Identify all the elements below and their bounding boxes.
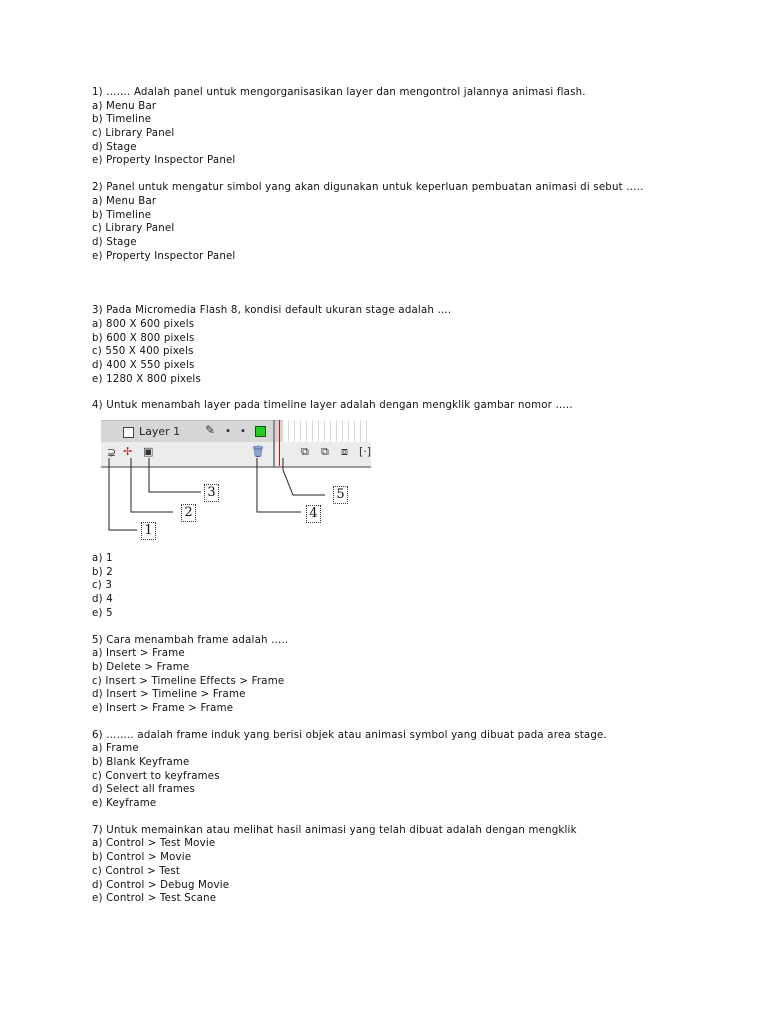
- trash-icon: 🗑: [251, 445, 265, 459]
- option: d) Insert > Timeline > Frame: [92, 689, 246, 701]
- option: b) Timeline: [92, 209, 152, 221]
- question-text: 7) Untuk memainkan atau melihat hasil animasi yang telah dibuat adalah dengan mengklik: [92, 824, 577, 836]
- option: e) Property Inspector Panel: [92, 250, 236, 262]
- option: c) Library Panel: [92, 128, 175, 140]
- question-2: [92, 181, 732, 263]
- callout-4: 4: [306, 505, 321, 523]
- add-motion-guide-icon: ✢: [123, 445, 133, 459]
- question-4: [92, 399, 732, 620]
- option: e) Control > Test Scane: [92, 893, 217, 905]
- question-text: 5) Cara menambah frame adalah …..: [92, 634, 289, 646]
- flash-timeline-figure: [101, 420, 381, 548]
- edit-multiple-frames-icon: ⧈: [341, 445, 348, 459]
- layer-name: Layer 1: [139, 425, 181, 439]
- option: b) Delete > Frame: [92, 661, 190, 673]
- option: c) 3: [92, 580, 113, 592]
- question-3: [92, 304, 732, 386]
- callout-1: 1: [141, 522, 156, 540]
- question-text: 1) ……. Adalah panel untuk mengorganisasikan layer dan mengontrol jalannya animasi flash.: [92, 87, 586, 98]
- option: e) Property Inspector Panel: [92, 155, 236, 167]
- question-text: 6) …….. adalah frame induk yang berisi objek atau animasi symbol yang dibuat pada area stage.: [92, 729, 607, 741]
- pencil-icon: ✎: [205, 423, 216, 438]
- option: d) Select all frames: [92, 784, 196, 796]
- question-text: 3) Pada Micromedia Flash 8, kondisi default ukuran stage adalah ….: [92, 305, 452, 317]
- option: d) Control > Debug Movie: [92, 879, 230, 891]
- option: c) Convert to keyframes: [92, 770, 220, 782]
- question-6: [92, 729, 732, 811]
- option: e) 1280 X 800 pixels: [92, 373, 201, 385]
- option: b) 2: [92, 566, 113, 578]
- option: d) 4: [92, 594, 113, 606]
- option: a) Frame: [92, 743, 139, 755]
- question-text: 4) Untuk menambah layer pada timeline layer adalah dengan mengklik gambar nomor …..: [92, 400, 573, 412]
- option: b) Control > Movie: [92, 852, 192, 864]
- option: d) Stage: [92, 141, 137, 153]
- option: c) 550 X 400 pixels: [92, 346, 194, 358]
- callout-5: 5: [333, 486, 348, 504]
- onion-skin-icon: ⧉: [301, 445, 309, 459]
- option: e) 5: [92, 607, 113, 619]
- option: a) Insert > Frame: [92, 648, 185, 660]
- option: c) Library Panel: [92, 223, 175, 235]
- question-text: 2) Panel untuk mengatur simbol yang akan digunakan untuk keperluan pembuatan animasi di sebut …..: [92, 182, 644, 194]
- option: c) Insert > Timeline Effects > Frame: [92, 675, 285, 687]
- modify-onion-markers-icon: [·]: [359, 445, 372, 459]
- option: d) Stage: [92, 236, 137, 248]
- option: d) 400 X 550 pixels: [92, 360, 195, 371]
- onion-skin-outline-icon: ⧉: [321, 445, 329, 459]
- add-layer-icon: ⊋: [107, 446, 117, 460]
- option: a) Menu Bar: [92, 100, 157, 112]
- option: a) 800 X 600 pixels: [92, 318, 195, 330]
- lock-dot-icon: •: [240, 426, 246, 438]
- question-5: [92, 634, 732, 716]
- insert-folder-icon: ▣: [143, 445, 154, 459]
- question-1: [92, 86, 732, 168]
- option: a) 1: [92, 553, 113, 565]
- option: e) Keyframe: [92, 798, 157, 810]
- callout-2: 2: [181, 504, 196, 522]
- option: a) Control > Test Movie: [92, 838, 216, 850]
- option: c) Control > Test: [92, 865, 181, 877]
- option: b) 600 X 800 pixels: [92, 332, 195, 344]
- option: b) Timeline: [92, 114, 152, 126]
- option: e) Insert > Frame > Frame: [92, 702, 234, 714]
- option: b) Blank Keyframe: [92, 757, 190, 768]
- callout-3: 3: [204, 484, 219, 502]
- question-7: [92, 824, 732, 906]
- eye-dot-icon: •: [225, 426, 231, 438]
- worksheet: [92, 86, 732, 906]
- option: a) Menu Bar: [92, 195, 157, 207]
